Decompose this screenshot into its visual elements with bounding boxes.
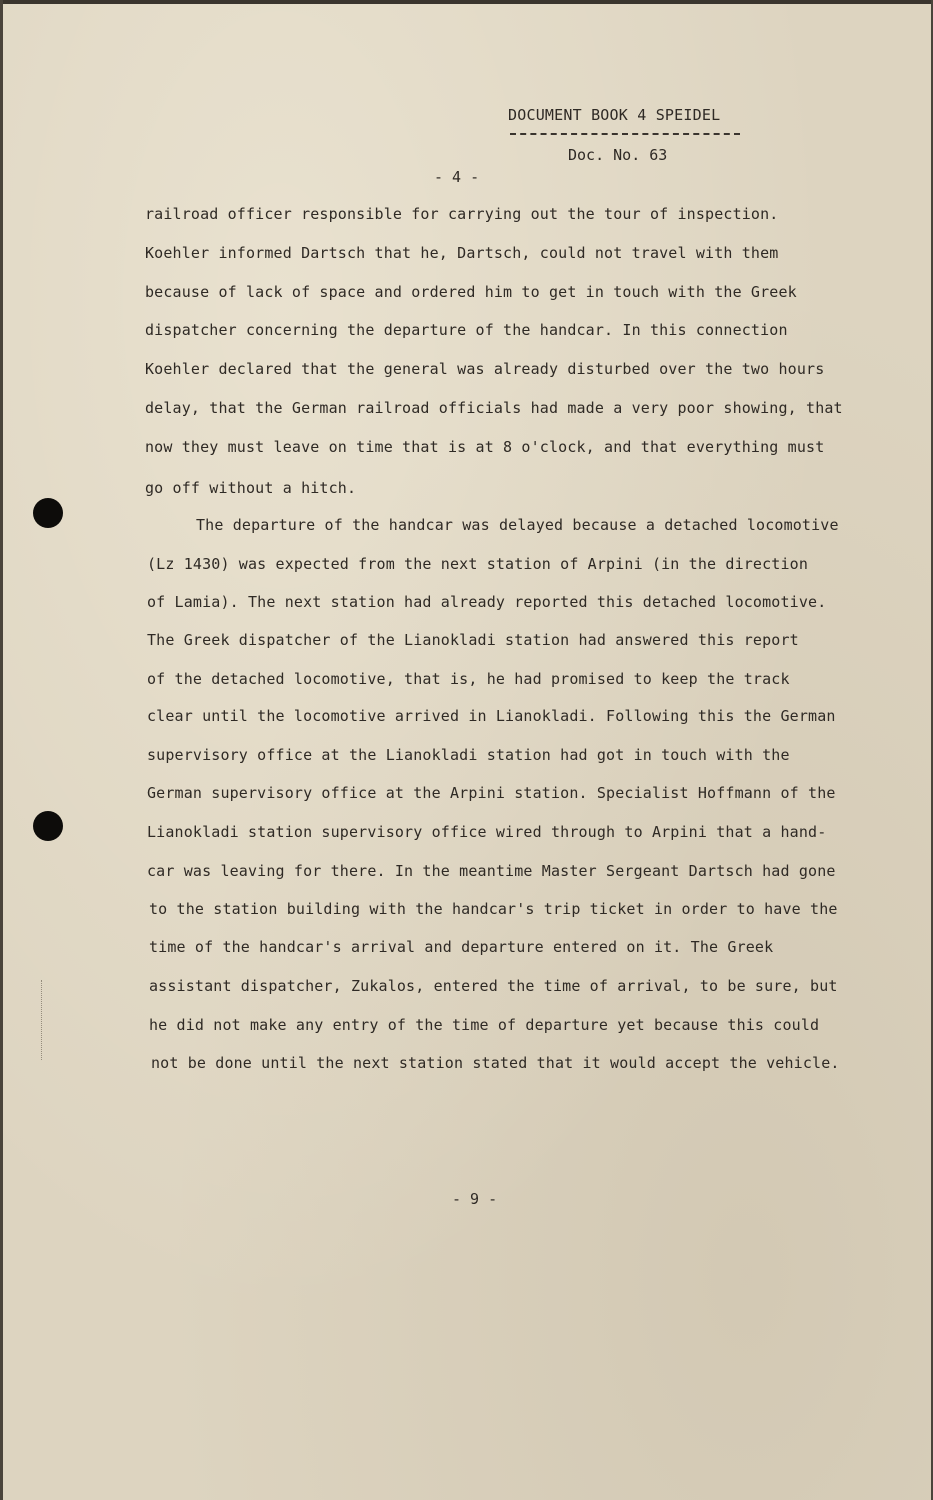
page-number-bottom: - 9 - xyxy=(452,1190,498,1208)
body-line: not be done until the next station stated that it would accept the vehicle. xyxy=(151,1054,840,1072)
body-line: he did not make any entry of the time of departure yet because this could xyxy=(149,1016,820,1034)
margin-specks xyxy=(41,980,45,1060)
body-line: German supervisory office at the Arpini station. Specialist Hoffmann of the xyxy=(147,784,836,802)
document-book-heading: DOCUMENT BOOK 4 SPEIDEL xyxy=(508,106,721,124)
body-line: car was leaving for there. In the meantime Master Sergeant Dartsch had gone xyxy=(147,862,836,880)
body-line: dispatcher concerning the departure of the handcar. In this connection xyxy=(145,321,788,339)
body-line: clear until the locomotive arrived in Lianokladi. Following this the German xyxy=(147,707,836,725)
body-line: Lianokladi station supervisory office wired through to Arpini that a hand- xyxy=(147,823,827,841)
heading-dashed-rule xyxy=(510,133,740,135)
body-line: The departure of the handcar was delayed because a detached locomotive xyxy=(196,516,839,534)
body-line: railroad officer responsible for carrying out the tour of inspection. xyxy=(145,205,779,223)
page-number-top: - 4 - xyxy=(434,168,480,186)
body-line: time of the handcar's arrival and departure entered on it. The Greek xyxy=(149,938,774,956)
body-line: to the station building with the handcar's trip ticket in order to have the xyxy=(149,900,838,918)
body-line: assistant dispatcher, Zukalos, entered the time of arrival, to be sure, but xyxy=(149,977,838,995)
body-line: supervisory office at the Lianokladi station had got in touch with the xyxy=(147,746,790,764)
scan-edge-top xyxy=(0,0,933,4)
body-line: delay, that the German railroad officials had made a very poor showing, that xyxy=(145,399,843,417)
body-line: Koehler informed Dartsch that he, Dartsch, could not travel with them xyxy=(145,244,779,262)
punch-hole-upper xyxy=(33,498,63,528)
punch-hole-lower xyxy=(33,811,63,841)
scan-edge-left xyxy=(0,0,3,1500)
body-line: of Lamia). The next station had already reported this detached locomotive. xyxy=(147,593,827,611)
document-number: Doc. No. 63 xyxy=(568,146,668,164)
body-line: because of lack of space and ordered him to get in touch with the Greek xyxy=(145,283,797,301)
body-line: of the detached locomotive, that is, he had promised to keep the track xyxy=(147,670,790,688)
body-line: go off without a hitch. xyxy=(145,479,357,497)
body-line: (Lz 1430) was expected from the next station of Arpini (in the direction xyxy=(147,555,809,573)
body-line: The Greek dispatcher of the Lianokladi station had answered this report xyxy=(147,631,799,649)
body-line: now they must leave on time that is at 8 o'clock, and that everything must xyxy=(145,438,825,456)
body-line: Koehler declared that the general was already disturbed over the two hours xyxy=(145,360,825,378)
